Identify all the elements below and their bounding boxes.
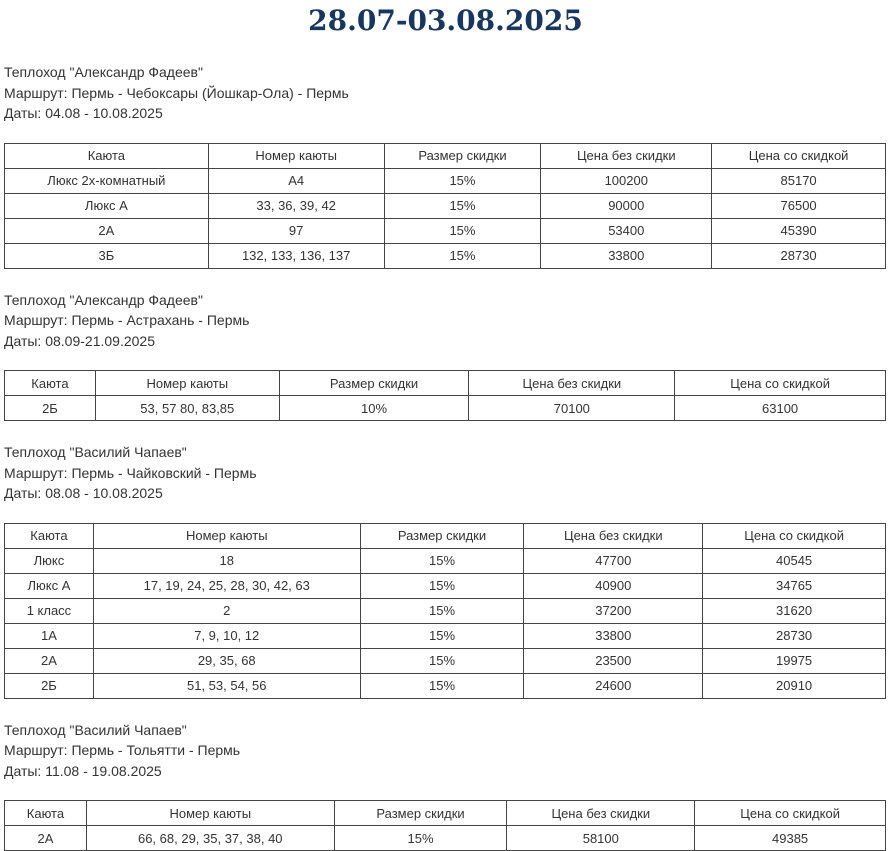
cell-price: 33800 <box>541 243 712 268</box>
cell-price: 40900 <box>524 573 703 598</box>
table-row <box>5 573 886 598</box>
col-header-price: Цена без скидки <box>524 523 703 548</box>
cruise-section <box>4 269 891 422</box>
col-header-discount: Размер скидки <box>334 801 507 826</box>
cruise-section <box>4 421 891 699</box>
col-header-cabin: Каюта <box>5 371 96 396</box>
route: Маршрут: Пермь - Чебоксары (Йошкар-Ола) - Пермь <box>4 83 891 104</box>
col-header-cabin: Каюта <box>5 801 87 826</box>
ship-name: Теплоход "Александр Фадеев" <box>4 290 891 311</box>
price-table <box>4 370 886 421</box>
table-header-row <box>5 143 886 168</box>
dates: Даты: 08.09-21.09.2025 <box>4 331 891 352</box>
col-header-cabin-number: Номер каюты <box>93 523 360 548</box>
col-header-cabin-number: Номер каюты <box>86 801 334 826</box>
dates: Даты: 11.08 - 19.08.2025 <box>4 761 891 782</box>
ship-name: Теплоход "Василий Чапаев" <box>4 442 891 463</box>
route: Маршрут: Пермь - Астрахань - Пермь <box>4 310 891 331</box>
ship-name: Теплоход "Василий Чапаев" <box>4 720 891 741</box>
cell-cabin: 2Б <box>5 396 96 421</box>
cell-discounted-price: 76500 <box>712 193 886 218</box>
ship-name: Теплоход "Александр Фадеев" <box>4 62 891 83</box>
cell-cabin: 1А <box>5 623 94 648</box>
cell-cabin: 2А <box>5 826 87 851</box>
col-header-price: Цена без скидки <box>541 143 712 168</box>
col-header-discount: Размер скидки <box>360 523 524 548</box>
cell-discounted-price: 40545 <box>703 548 886 573</box>
cell-price: 58100 <box>507 826 695 851</box>
cell-discount: 15% <box>384 193 541 218</box>
cell-discounted-price: 63100 <box>675 396 886 421</box>
cell-cabin-number: 18 <box>93 548 360 573</box>
col-header-discounted-price: Цена со скидкой <box>712 143 886 168</box>
cell-discounted-price: 28730 <box>703 623 886 648</box>
cell-cabin-number: 7, 9, 10, 12 <box>93 623 360 648</box>
price-table <box>4 143 886 269</box>
table-row <box>5 673 886 698</box>
cell-discount: 15% <box>360 623 524 648</box>
cell-discounted-price: 34765 <box>703 573 886 598</box>
cell-cabin: 3Б <box>5 243 209 268</box>
table-header-row <box>5 523 886 548</box>
cruise-section <box>4 41 891 269</box>
col-header-price: Цена без скидки <box>507 801 695 826</box>
dates: Даты: 04.08 - 10.08.2025 <box>4 103 891 124</box>
route: Маршрут: Пермь - Тольятти - Пермь <box>4 740 891 761</box>
cell-discount: 15% <box>360 573 524 598</box>
col-header-cabin-number: Номер каюты <box>95 371 279 396</box>
cell-price: 70100 <box>469 396 675 421</box>
cell-discounted-price: 49385 <box>695 826 886 851</box>
cell-price: 47700 <box>524 548 703 573</box>
table-row <box>5 623 886 648</box>
cruise-section <box>4 699 891 851</box>
cell-discount: 15% <box>360 673 524 698</box>
cell-price: 100200 <box>541 168 712 193</box>
table-row <box>5 826 886 851</box>
cell-discounted-price: 45390 <box>712 218 886 243</box>
route: Маршрут: Пермь - Чайковский - Пермь <box>4 463 891 484</box>
table-row <box>5 396 886 421</box>
cell-cabin-number: 132, 133, 136, 137 <box>208 243 384 268</box>
cell-discounted-price: 31620 <box>703 598 886 623</box>
cell-discount: 15% <box>360 598 524 623</box>
cell-discount: 15% <box>360 648 524 673</box>
cell-discount: 15% <box>384 168 541 193</box>
cell-cabin-number: А4 <box>208 168 384 193</box>
cell-cabin: 2А <box>5 648 94 673</box>
cell-cabin-number: 2 <box>93 598 360 623</box>
table-header-row <box>5 801 886 826</box>
col-header-discounted-price: Цена со скидкой <box>675 371 886 396</box>
col-header-discounted-price: Цена со скидкой <box>703 523 886 548</box>
cell-price: 37200 <box>524 598 703 623</box>
cell-discounted-price: 19975 <box>703 648 886 673</box>
table-header-row <box>5 371 886 396</box>
cell-discounted-price: 85170 <box>712 168 886 193</box>
cell-discount: 15% <box>360 548 524 573</box>
col-header-discount: Размер скидки <box>384 143 541 168</box>
col-header-discount: Размер скидки <box>279 371 469 396</box>
cell-discount: 10% <box>279 396 469 421</box>
cell-price: 90000 <box>541 193 712 218</box>
cell-discount: 15% <box>384 218 541 243</box>
cell-price: 24600 <box>524 673 703 698</box>
cell-cabin: 1 класс <box>5 598 94 623</box>
cell-cabin: Люкс А <box>5 573 94 598</box>
cell-discounted-price: 20910 <box>703 673 886 698</box>
cell-cabin: Люкс А <box>5 193 209 218</box>
table-row <box>5 193 886 218</box>
col-header-price: Цена без скидки <box>469 371 675 396</box>
table-row <box>5 648 886 673</box>
cell-cabin-number: 29, 35, 68 <box>93 648 360 673</box>
cell-cabin-number: 17, 19, 24, 25, 28, 30, 42, 63 <box>93 573 360 598</box>
col-header-cabin: Каюта <box>5 523 94 548</box>
cell-discounted-price: 28730 <box>712 243 886 268</box>
price-table <box>4 523 886 699</box>
table-row <box>5 218 886 243</box>
price-table <box>4 800 886 851</box>
col-header-discounted-price: Цена со скидкой <box>695 801 886 826</box>
cell-cabin-number: 66, 68, 29, 35, 37, 38, 40 <box>86 826 334 851</box>
cell-cabin: Люкс <box>5 548 94 573</box>
cell-price: 23500 <box>524 648 703 673</box>
col-header-cabin-number: Номер каюты <box>208 143 384 168</box>
table-row <box>5 598 886 623</box>
cell-discount: 15% <box>334 826 507 851</box>
col-header-cabin: Каюта <box>5 143 209 168</box>
page-title: 28.07-03.08.2025 <box>0 0 891 41</box>
dates: Даты: 08.08 - 10.08.2025 <box>4 483 891 504</box>
table-row <box>5 548 886 573</box>
cell-cabin-number: 51, 53, 54, 56 <box>93 673 360 698</box>
cell-price: 53400 <box>541 218 712 243</box>
cell-cabin-number: 53, 57 80, 83,85 <box>95 396 279 421</box>
cell-price: 33800 <box>524 623 703 648</box>
cell-cabin-number: 33, 36, 39, 42 <box>208 193 384 218</box>
cell-discount: 15% <box>384 243 541 268</box>
cell-cabin: 2А <box>5 218 209 243</box>
cell-cabin: 2Б <box>5 673 94 698</box>
table-row <box>5 243 886 268</box>
cell-cabin-number: 97 <box>208 218 384 243</box>
cell-cabin: Люкс 2х-комнатный <box>5 168 209 193</box>
table-row <box>5 168 886 193</box>
